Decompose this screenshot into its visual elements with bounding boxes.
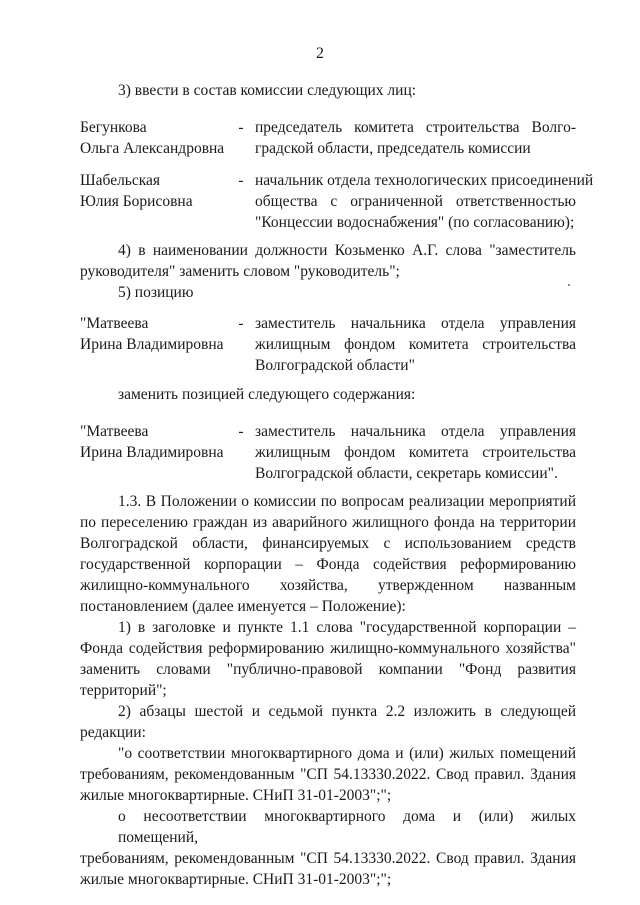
member-role — [255, 117, 576, 159]
paragraph-line: 2) абзацы шестой и седьмой пункта 2.2 изложить в следующей — [118, 703, 576, 720]
paragraph-line: жилые многоквартирные. СНиП 31-01-2003";"; — [80, 871, 392, 888]
replace-text: заменить позицией следующего содержания: — [118, 386, 416, 403]
paragraph-line: руководителя" заменить словом "руководитель"; — [80, 263, 400, 280]
dash: - — [238, 315, 244, 332]
member-begunkova — [80, 117, 576, 159]
role-line: Волгоградской области, секретарь комиссии". — [255, 465, 558, 482]
scan-speck — [568, 284, 570, 286]
paragraph-line: 1) в заголовке и пункте 1.1 слова "государственной корпорации – — [118, 619, 576, 636]
paragraph-line: о несоответствии многоквартирного дома и (или) жилых помещений, — [118, 808, 576, 846]
role-line: жилищным фондом комитета строительства — [255, 444, 576, 461]
section-1-3-sub1 — [80, 617, 576, 701]
position-name — [80, 421, 240, 463]
role-line: общества с ограниченной ответственностью — [255, 193, 576, 210]
role-line: начальник отдела технологических присоединений — [255, 172, 594, 189]
paragraph-line: 4) в наименовании должности Козьменко А.Г. слова "заместитель — [118, 242, 576, 259]
paragraph-line: жилые многоквартирные. СНиП 31-01-2003";"; — [80, 787, 392, 804]
role-line: жилищным фондом комитета строительства — [255, 336, 576, 353]
dash: - — [238, 119, 244, 136]
dash: - — [238, 423, 244, 440]
role-line: Волгоградской области" — [255, 357, 415, 374]
old-position-matveeva — [80, 313, 576, 376]
name-line: Ольга Александровна — [80, 140, 225, 157]
quote-correspondence — [80, 743, 576, 806]
paragraph-line: территорий"; — [80, 682, 167, 699]
paragraph-line: жилищно-коммунального хозяйства, утвержденном названным — [80, 577, 576, 594]
paragraph-line: постановлением (далее именуется – Положение): — [80, 598, 406, 615]
position-role — [255, 313, 576, 376]
name-line: Шабельская — [80, 172, 161, 189]
paragraph-line: Волгоградской области, финансируемых с использованием средств — [80, 535, 576, 552]
name-line: Ирина Владимировна — [80, 336, 224, 353]
paragraph-line: редакции: — [80, 724, 146, 741]
paragraph-line: 1.3. В Положении о комиссии по вопросам реализации мероприятий — [118, 493, 576, 510]
quote-non-correspondence — [80, 806, 576, 890]
name-line: "Матвеева — [80, 315, 149, 332]
role-line: заместитель начальника отдела управления — [255, 423, 576, 440]
paragraph-line: заменить словами "публично-правовой компании "Фонд развития — [80, 661, 576, 678]
role-line: "Концессии водоснабжения" (по согласованию); — [255, 214, 575, 231]
name-line: Ирина Владимировна — [80, 444, 224, 461]
item5-intro: 5) позицию — [118, 284, 194, 301]
name-line: Бегункова — [80, 119, 147, 136]
paragraph-line: требованиям, рекомендованным "СП 54.13330.2022. Свод правил. Здания — [80, 850, 576, 867]
member-shabelskaya — [80, 170, 594, 233]
role-line: заместитель начальника отдела управления — [255, 315, 576, 332]
dash: - — [238, 172, 244, 189]
member-name — [80, 170, 240, 212]
member-name — [80, 117, 240, 159]
section-1-3-sub2 — [80, 701, 576, 743]
paragraph-line: Фонда содействия реформированию жилищно-коммунального хозяйства" — [80, 640, 576, 657]
paragraph-line: "о соответствии многоквартирного дома и (или) жилых помещений — [118, 745, 576, 762]
item4-paragraph — [80, 240, 576, 282]
name-line: "Матвеева — [80, 423, 149, 440]
role-line: председатель комитета строительства Волго- — [255, 119, 576, 136]
section-1-3-paragraph — [80, 491, 576, 617]
role-line: градской области, председатель комиссии — [255, 140, 531, 157]
member-role — [255, 170, 594, 233]
new-position-matveeva — [80, 421, 576, 484]
page-number: 2 — [316, 45, 324, 62]
name-line: Юлия Борисовна — [80, 193, 193, 210]
paragraph-line: государственной корпорации – Фонда содействия реформированию — [80, 556, 576, 573]
position-name — [80, 313, 240, 355]
item3-intro: 3) ввести в состав комиссии следующих лиц: — [118, 82, 417, 99]
paragraph-line: по переселению граждан из аварийного жилищного фонда на территории — [80, 514, 576, 531]
position-role — [255, 421, 576, 484]
paragraph-line: требованиям, рекомендованным "СП 54.13330.2022. Свод правил. Здания — [80, 766, 576, 783]
